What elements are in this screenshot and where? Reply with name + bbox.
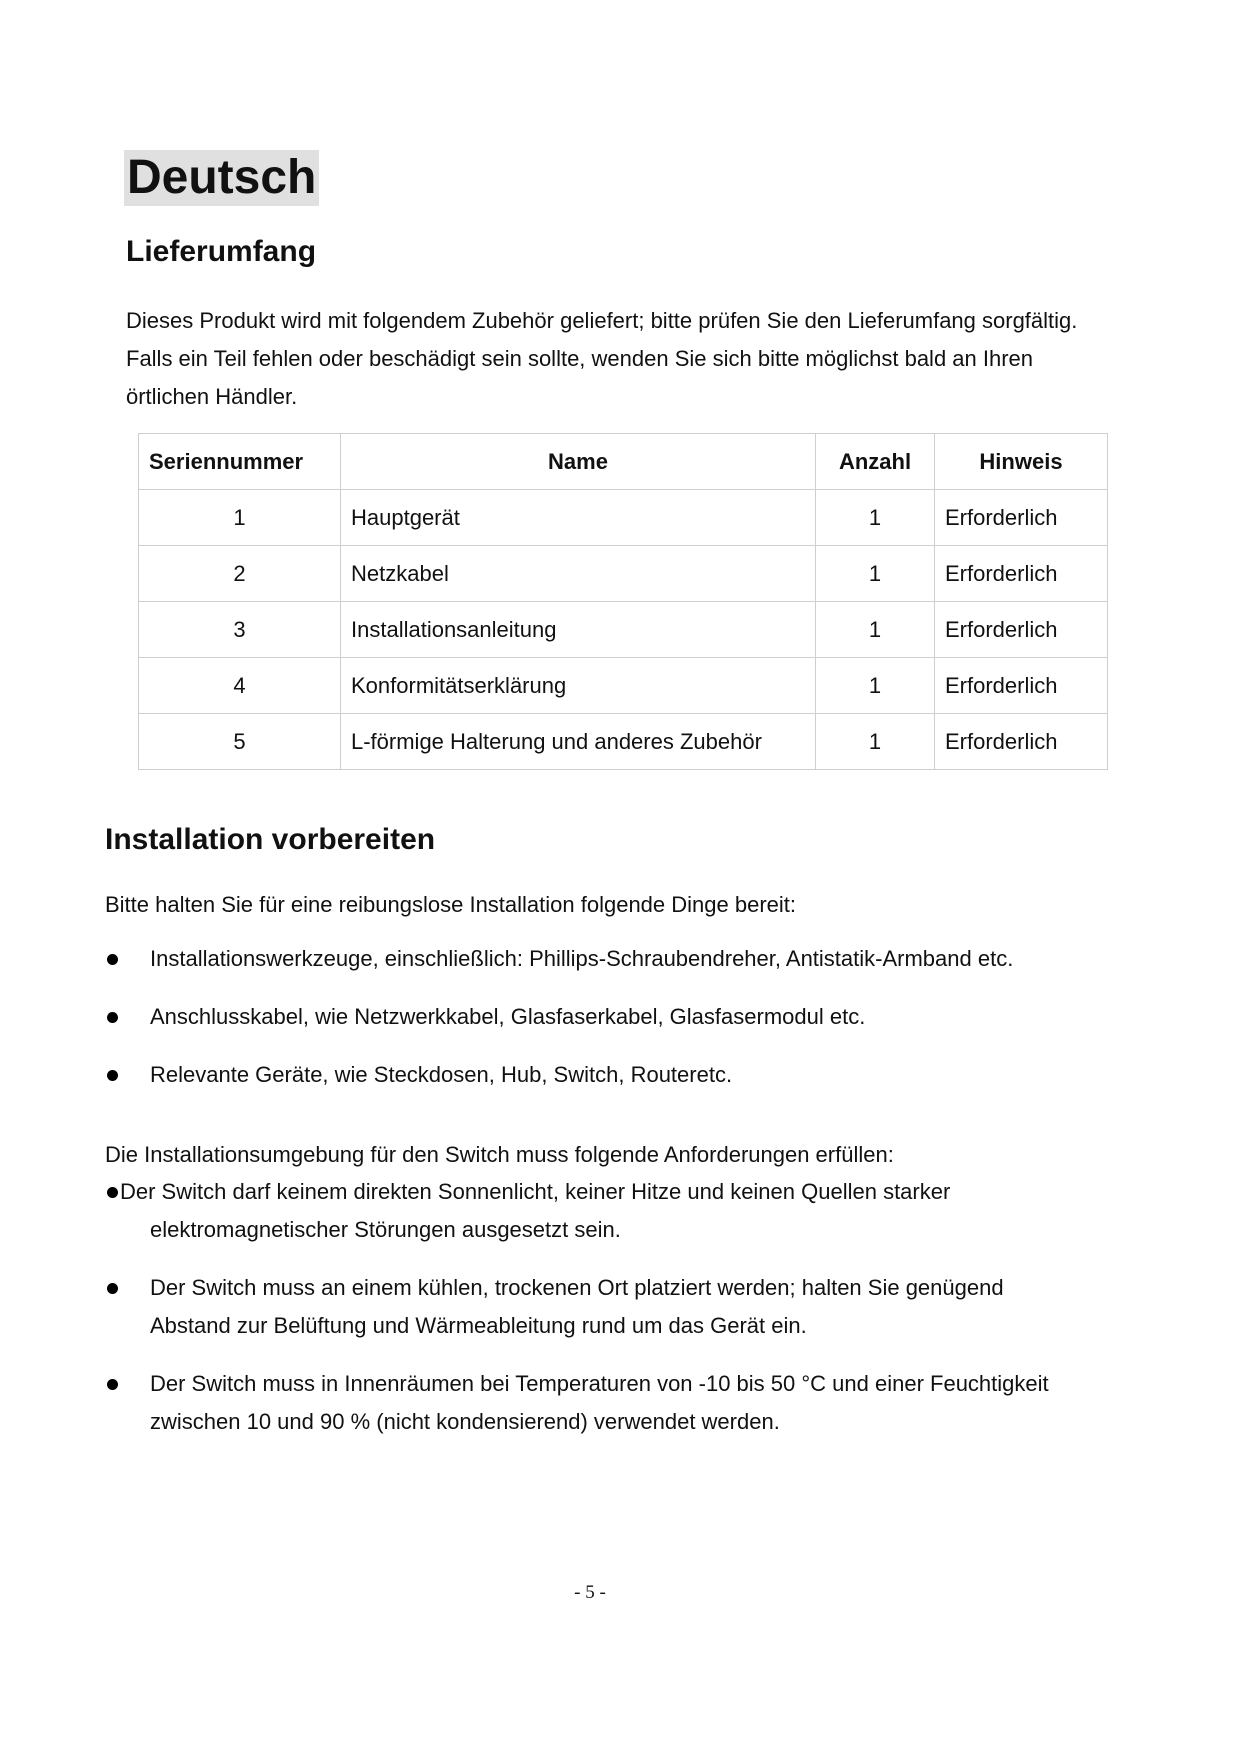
lieferumfang-intro — [126, 302, 1126, 416]
bullet-icon — [107, 1012, 118, 1023]
section-heading-installation: Installation vorbereiten — [105, 823, 436, 856]
cell-note: Erforderlich — [935, 714, 1108, 770]
intro-line: örtlichen Händler. — [126, 384, 298, 409]
bullet-icon — [107, 1187, 118, 1198]
cell-quantity: 1 — [816, 546, 935, 602]
table-header-row — [139, 434, 1108, 490]
cell-quantity: 1 — [816, 602, 935, 658]
page-number: - 5 - — [574, 1582, 606, 1603]
list-item — [105, 1365, 1105, 1441]
intro-line: Falls ein Teil fehlen oder beschädigt sein sollte, wenden Sie sich bitte möglichst bald an Ihren — [126, 346, 1034, 371]
bullet-icon — [107, 954, 118, 965]
table-row — [139, 602, 1108, 658]
cell-serial: 1 — [139, 490, 341, 546]
list-item-text: Der Switch darf keinem direkten Sonnenlicht, keiner Hitze und keinen Quellen starker — [120, 1179, 951, 1204]
list-item-text: Abstand zur Belüftung und Wärmeableitung rund um das Gerät ein. — [150, 1313, 807, 1338]
cell-note: Erforderlich — [935, 658, 1108, 714]
intro-line: Dieses Produkt wird mit folgendem Zubehör geliefert; bitte prüfen Sie den Lieferumfang sorgfältig. — [126, 308, 1078, 333]
table-row — [139, 546, 1108, 602]
environment-list — [105, 1173, 1105, 1461]
environment-intro: Die Installationsumgebung für den Switch muss folgende Anforderungen erfüllen: — [105, 1142, 894, 1167]
cell-quantity: 1 — [816, 714, 935, 770]
preparation-list — [105, 940, 1013, 1114]
cell-name: Installationsanleitung — [341, 602, 816, 658]
list-item — [105, 1173, 1105, 1249]
list-item-text: elektromagnetischer Störungen ausgesetzt sein. — [150, 1217, 621, 1242]
table-row — [139, 658, 1108, 714]
cell-serial: 5 — [139, 714, 341, 770]
header-quantity: Anzahl — [816, 434, 935, 490]
preparation-intro: Bitte halten Sie für eine reibungslose Installation folgende Dinge bereit: — [105, 892, 797, 917]
cell-serial: 4 — [139, 658, 341, 714]
list-item-text: Anschlusskabel, wie Netzwerkkabel, Glasfaserkabel, Glasfasermodul etc. — [150, 1004, 866, 1029]
list-item — [105, 1269, 1105, 1345]
language-title: Deutsch — [124, 150, 319, 206]
cell-note: Erforderlich — [935, 546, 1108, 602]
list-item-text: Relevante Geräte, wie Steckdosen, Hub, Switch, Routeretc. — [150, 1062, 733, 1087]
header-note: Hinweis — [935, 434, 1108, 490]
header-name: Name — [341, 434, 816, 490]
table-row — [139, 714, 1108, 770]
cell-serial: 3 — [139, 602, 341, 658]
bullet-icon — [107, 1379, 118, 1390]
list-item-text: Der Switch muss in Innenräumen bei Temperaturen von -10 bis 50 °C und einer Feuchtigkeit — [150, 1371, 1049, 1396]
cell-serial: 2 — [139, 546, 341, 602]
cell-quantity: 1 — [816, 658, 935, 714]
cell-name: Netzkabel — [341, 546, 816, 602]
list-item-text: zwischen 10 und 90 % (nicht kondensierend) verwendet werden. — [150, 1409, 780, 1434]
cell-name: Konformitätserklärung — [341, 658, 816, 714]
list-item-text: Der Switch muss an einem kühlen, trockenen Ort platziert werden; halten Sie genügend — [150, 1275, 1004, 1300]
list-item — [105, 998, 1013, 1036]
cell-quantity: 1 — [816, 490, 935, 546]
list-item-text: Installationswerkzeuge, einschließlich: Phillips-Schraubendreher, Antistatik-Armband etc. — [150, 946, 1014, 971]
cell-name: L-förmige Halterung und anderes Zubehör — [341, 714, 816, 770]
cell-name: Hauptgerät — [341, 490, 816, 546]
bullet-icon — [107, 1283, 118, 1294]
bullet-icon — [107, 1070, 118, 1081]
header-serial: Seriennummer — [139, 434, 341, 490]
section-heading-lieferumfang: Lieferumfang — [126, 235, 317, 268]
list-item — [105, 940, 1013, 978]
list-item — [105, 1056, 1013, 1094]
cell-note: Erforderlich — [935, 490, 1108, 546]
delivery-contents-table — [138, 433, 1108, 770]
cell-note: Erforderlich — [935, 602, 1108, 658]
table-row — [139, 490, 1108, 546]
